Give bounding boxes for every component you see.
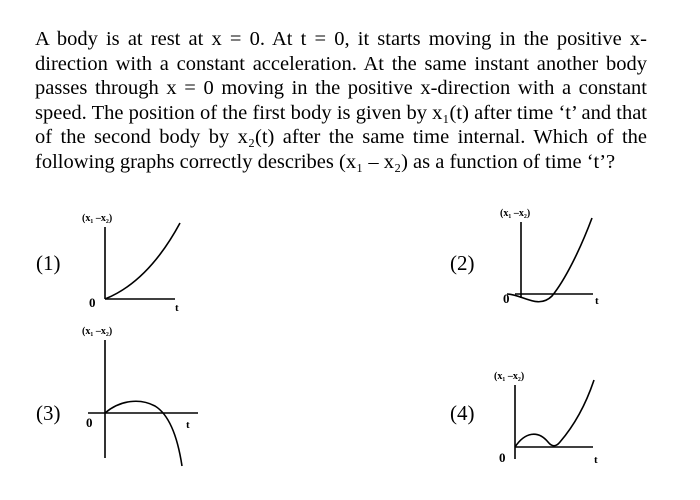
option-3-origin-label: 0 [86, 415, 93, 430]
option-4-origin-label: 0 [499, 450, 506, 465]
option-2-origin-label: 0 [503, 291, 510, 306]
option-1-curve [105, 223, 180, 299]
option-1-t-label: t [175, 302, 179, 314]
option-2-t-label: t [595, 295, 599, 307]
option-3-y-axis-label: (x₁ –x₂) [82, 326, 113, 337]
option-4-t-label: t [594, 454, 598, 466]
option-1-label[interactable]: (1) [36, 251, 61, 275]
option-1-origin-label: 0 [89, 295, 96, 310]
question-text: A body is at rest at x = 0. At t = 0, it starts moving in the positive x-direction with a constant acceleration. At the same instant another body passes through x = 0 moving in the positive x-direction with a constant speed. The position of the first body is given by x₁(t) after time ‘t’ and that of the second body by x₂(t) after the same time internal. Which of the following graphs correctly describes (x₁ – x₂) as a function of time ‘t’? [35, 28, 647, 173]
option-2-label[interactable]: (2) [450, 251, 475, 275]
option-3-t-label: t [186, 419, 190, 431]
option-3-curve [105, 401, 182, 466]
option-4-y-axis-label: (x₁ –x₂) [494, 371, 525, 382]
question-text-block [35, 27, 647, 174]
option-2-curve [507, 218, 592, 302]
option-2-graph[interactable] [490, 200, 620, 315]
option-3-graph[interactable] [80, 318, 210, 478]
option-3-label[interactable]: (3) [36, 401, 61, 425]
option-4-label[interactable]: (4) [450, 401, 475, 425]
option-2-y-axis-label: (x₁ –x₂) [500, 208, 531, 219]
option-4-graph[interactable] [490, 362, 620, 477]
option-1-graph[interactable] [80, 205, 200, 320]
option-1-y-axis-label: (x₁ –x₂) [82, 213, 113, 224]
option-4-curve [515, 380, 594, 447]
